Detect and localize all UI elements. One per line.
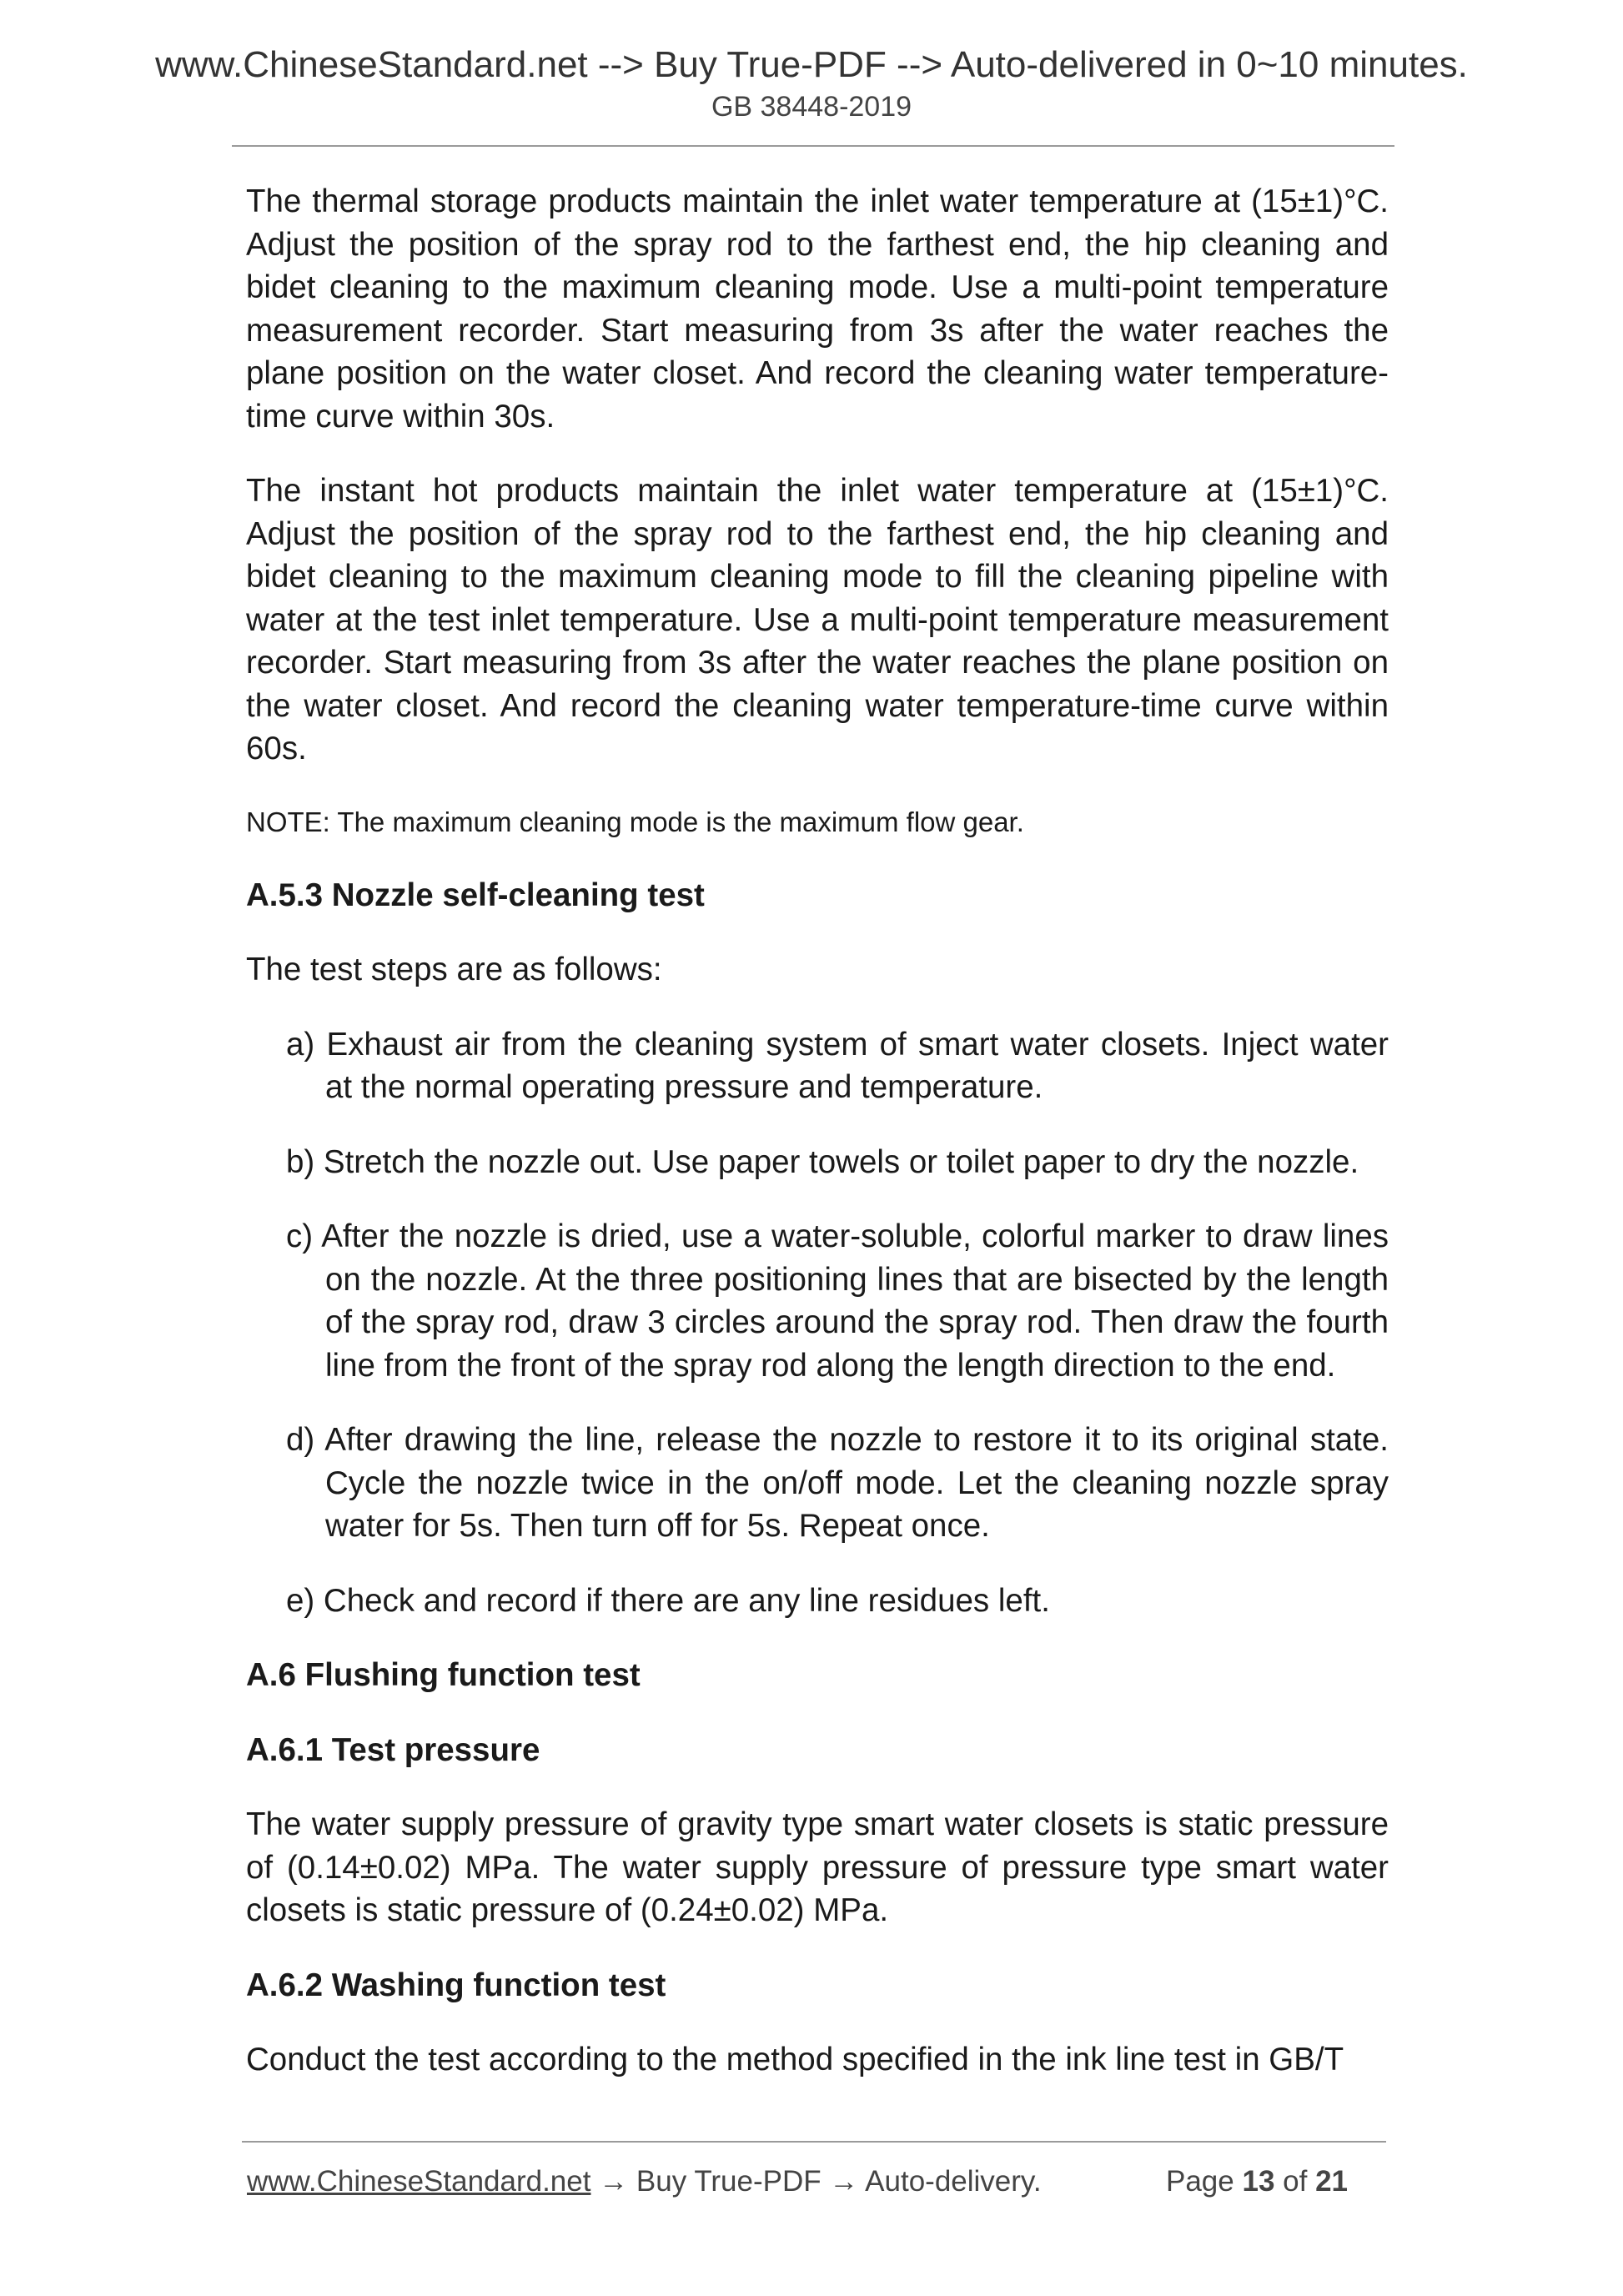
list-item-step-d: d) After drawing the line, release the nozzle to restore it to its original state. Cycle the nozzle twice in the on/off mode. Let the cleaning nozzle spray water for 5s. Then turn off for 5s. Repeat once. bbox=[286, 1422, 1389, 1544]
heading-a6-flushing-function: A.6 Flushing function test bbox=[246, 1657, 641, 1693]
paragraph-instant-hot: The instant hot products maintain the inlet water temperature at (15±1)°C. Adjust the position of the spray rod to the farthest end, the hip cleaning and bidet cleaning to the maximum cleaning mode to fill the cleaning pipeline with water at the test inlet temperature. Use a multi-point temperature measurement recorder. Start measuring from 3s after the water reaches the plane position on the water closet. And record the cleaning water temperature-time curve within 60s. bbox=[246, 473, 1389, 766]
paragraph-thermal-storage: The thermal storage products maintain the inlet water temperature at (15±1)°C. Adjust the position of the spray rod to the farthest end, the hip cleaning and bidet cleaning to the maximum cleaning mode. Use a multi-point temperature measurement recorder. Start measuring from 3s after the water reaches the plane position on the water closet. And record the cleaning water temperature-time curve within 30s. bbox=[246, 183, 1389, 435]
footer-tagline: → Buy True-PDF → Auto-delivery. bbox=[590, 2165, 1042, 2198]
list-item-step-b: b) Stretch the nozzle out. Use paper towels or toilet paper to dry the nozzle. bbox=[286, 1143, 1359, 1180]
paragraph-washing-test: Conduct the test according to the method specified in the ink line test in GB/T bbox=[246, 2042, 1344, 2077]
page-of-label: of bbox=[1283, 2165, 1308, 2198]
document-body bbox=[246, 180, 1389, 2082]
page-indicator bbox=[1166, 2163, 1348, 2200]
footer-site-link[interactable]: www.ChineseStandard.net bbox=[247, 2165, 591, 2198]
standard-code: GB 38448-2019 bbox=[711, 91, 912, 123]
paragraph-steps-intro: The test steps are as follows: bbox=[246, 952, 662, 987]
heading-a61-test-pressure: A.6.1 Test pressure bbox=[246, 1731, 540, 1768]
page-number: 13 bbox=[1242, 2165, 1275, 2198]
heading-a53-nozzle-self-cleaning: A.5.3 Nozzle self-cleaning test bbox=[246, 877, 705, 913]
footer-divider bbox=[242, 2141, 1386, 2143]
page-label: Page bbox=[1166, 2165, 1234, 2198]
list-item-step-c: c) After the nozzle is dried, use a water-soluble, colorful marker to draw lines on the nozzle. At the three positioning lines that are bisected by the length of the spray rod, draw 3 circles around the spray rod. Then draw the fourth line from the front of the spray rod along the length direction to the end. bbox=[286, 1218, 1389, 1384]
header-divider bbox=[232, 145, 1394, 147]
note-maximum-cleaning-mode: NOTE: The maximum cleaning mode is the maximum flow gear. bbox=[246, 806, 1024, 837]
paragraph-test-pressure: The water supply pressure of gravity type smart water closets is static pressure of (0.14±0.02) MPa. The water supply pressure of pressure type smart water closets is static pressure of (0.24±0.02) MPa. bbox=[246, 1806, 1389, 1928]
header-title: www.ChineseStandard.net --> Buy True-PDF --> Auto-delivered in 0~10 minutes. bbox=[155, 44, 1468, 85]
list-item-step-a: a) Exhaust air from the cleaning system of smart water closets. Inject water at the normal operating pressure and temperature. bbox=[286, 1026, 1389, 1105]
page-total: 21 bbox=[1315, 2165, 1349, 2198]
list-item-step-e: e) Check and record if there are any line residues left. bbox=[286, 1582, 1050, 1619]
footer-left bbox=[247, 2163, 1042, 2200]
heading-a62-washing-function: A.6.2 Washing function test bbox=[246, 1967, 666, 2003]
